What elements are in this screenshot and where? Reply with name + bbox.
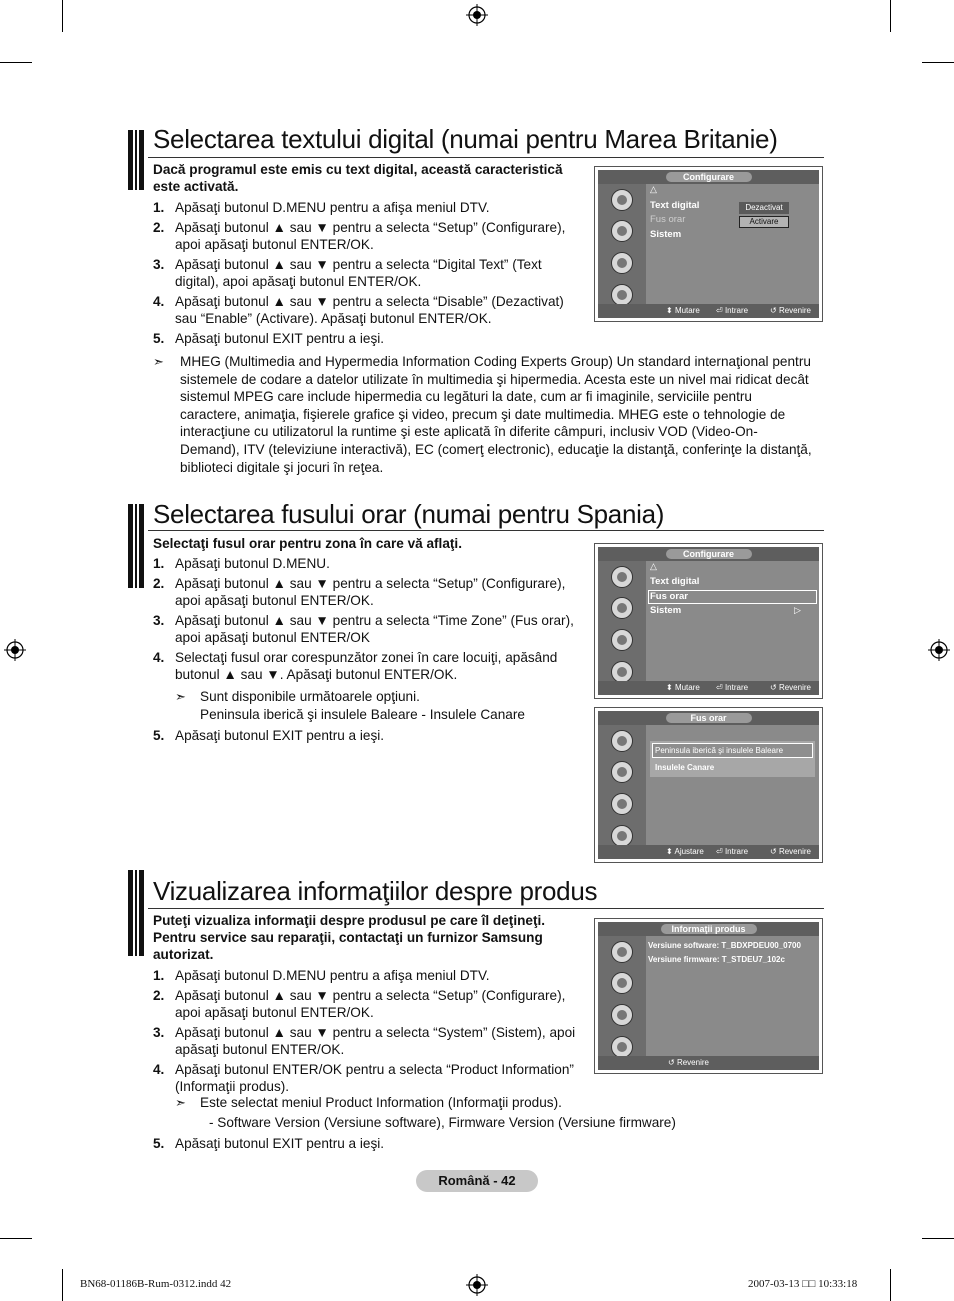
setup-icon [611,1036,633,1058]
menu-item-sistem: Sistem [650,605,682,616]
registration-mark-icon [928,639,950,661]
step-item: 4. Apăsaţi butonul ENTER/OK pentru a selecta “Product Information” (Informaţii produs). [153,1062,574,1094]
menu-title: Informaţii produs [661,924,757,934]
step-item: 2. Apăsaţi butonul ▲ sau ▼ pentru a selecta “Setup” (Configurare), apoi apăsaţi butonul ENTER/OK. [153,576,566,608]
note-arrow-icon: ➣ [153,354,164,369]
option-peninsula-iberica: Peninsula iberică şi insulele Baleare [655,746,784,755]
crop-mark [890,1269,891,1301]
section-rule [148,530,824,531]
section-title: Selectarea textului digital (numai pentru Marea Britanie) [153,124,778,154]
note-text: Sunt disponibile următoarele opţiuni. [200,689,420,704]
picture-icon [611,941,633,963]
menu-sidebar [598,936,646,1056]
channel-icon [611,629,633,651]
section-marker [128,130,144,190]
crop-mark [0,1238,32,1239]
registration-mark-icon [4,639,26,661]
steps-list [153,967,585,1098]
sound-icon [611,761,633,783]
menu-sidebar [598,725,646,845]
crop-mark [0,62,32,63]
step-item: 1. Apăsaţi butonul D.MENU pentru a afişa meniul DTV. [153,968,490,983]
sound-icon [611,597,633,619]
steps-list [153,1135,585,1155]
section-title: Vizualizarea informaţiilor despre produs [153,876,598,906]
step-item: 5. Apăsaţi butonul EXIT pentru a ieşi. [153,331,385,346]
section-rule [148,157,824,158]
channel-icon [611,1004,633,1026]
menu-item-fus-orar: Fus orar [650,591,689,602]
menu-item-text-digital: Text digital [650,576,700,587]
menu-title: Configurare [666,549,752,559]
step-item: 4. Selectaţi fusul orar corespunzător zonei în care locuiţi, apăsând butonul ▲ sau ▼. Apăsaţi butonul ENTER/OK. [153,650,558,682]
step-item: 3. Apăsaţi butonul ▲ sau ▼ pentru a selecta “Digital Text” (Text digital), apoi apăsaţi butonul ENTER/OK. [153,257,542,289]
step-item: 5. Apăsaţi butonul EXIT pentru a ieşi. [153,728,385,743]
step-item: 1. Apăsaţi butonul D.MENU pentru a afişa meniul DTV. [153,200,490,215]
note-block [153,353,813,476]
crop-mark [62,0,63,32]
crop-mark [890,0,891,32]
step-item: 4. Apăsaţi butonul ▲ sau ▼ pentru a selecta “Disable” (Dezactivat) sau “Enable” (Activare). Apăsaţi butonul ENTER/OK. [153,294,564,326]
option-dezactivat: Dezactivat [739,202,789,214]
menu-item-text-digital: Text digital [650,200,700,211]
crop-mark [922,1238,954,1239]
setup-icon [611,825,633,847]
steps-list [153,555,585,686]
registration-mark-icon [466,4,488,26]
section-rule [148,908,824,909]
step-item: 1. Apăsaţi butonul D.MENU. [153,556,330,571]
crop-mark [62,1269,63,1301]
picture-icon [611,566,633,588]
steps-list [153,199,585,350]
up-arrow-icon: △ [650,561,657,571]
print-file-info: BN68-01186B-Rum-0312.indd 42 [80,1278,232,1290]
section-marker [128,504,144,588]
sound-icon [611,220,633,242]
firmware-version: Versiune firmware: T_STDEU7_102c [648,955,785,964]
menu-sidebar [598,561,646,681]
tv-menu-screenshot: Configurare △ Text digital Fus orar Sistem Dezactivat Activare ⬍ Mutare ⏎ Intrare ↺ Revenire [594,166,823,322]
section-intro: Selectaţi fusul orar pentru zona în care vă aflaţi. [153,536,462,551]
setup-icon [611,661,633,683]
note-block [175,688,575,723]
page-number: Română - 42 [416,1170,538,1192]
up-arrow-icon: △ [650,184,657,194]
section-intro: Dacă programul este emis cu text digital, această caracteristică este activată. [153,162,563,194]
menu-item-fus-orar: Fus orar [650,214,686,225]
tv-menu-screenshot: Configurare △ Text digital Fus orar Sistem ▷ ⬍ Mutare ⏎ Intrare ↺ Revenire [594,543,823,699]
menu-sidebar [598,184,646,304]
step-item: 3. Apăsaţi butonul ▲ sau ▼ pentru a selecta “Time Zone” (Fus orar), apoi apăsaţi butonul ENTER/OK [153,613,574,645]
menu-title: Configurare [666,172,752,182]
note-text: Peninsula iberică şi insulele Baleare - Insulele Canare [200,706,525,722]
picture-icon [611,730,633,752]
note-text: MHEG (Multimedia and Hypermedia Information Coding Experts Group) Un standard internaţional pentru sistemele de codare a datelor utilizate în multimedia şi hipermedia. Acesta este un nivel mai ridicat decât sistemul MPEG care include hipermedia cu legături la date, cum ar fi imaginile, serviciile pentru caractere, animaţia, fişierele grafice şi video, precum şi date multimedia. MHEG este o tehnologie de interacţiune cu utilizatorul la runtime şi este aplicată în diferite câmpuri, inclusiv VOD (Video-On-Demand), ITV (televiziune interactivă), EC (comerţ electronic), educaţie la distanţă, conferinţe la distanţă, biblioteci digitale şi jocuri în reţea. [180,354,812,475]
note-text: Este selectat meniul Product Information (Informaţii produs). [200,1095,562,1110]
steps-list [153,727,585,747]
registration-mark-icon [466,1274,488,1296]
tv-menu-screenshot: Fus orar Peninsula iberică şi insulele Baleare Insulele Canare ⬍ Ajustare ⏎ Intrare ↺ Revenire [594,707,823,863]
step-item: 2. Apăsaţi butonul ▲ sau ▼ pentru a selecta “Setup” (Configurare), apoi apăsaţi butonul ENTER/OK. [153,220,566,252]
note-text: - Software Version (Versiune software), Firmware Version (Versiune firmware) [209,1114,676,1130]
channel-icon [611,252,633,274]
channel-icon [611,793,633,815]
step-item: 5. Apăsaţi butonul EXIT pentru a ieşi. [153,1136,385,1151]
option-insulele-canare: Insulele Canare [655,763,715,772]
note-arrow-icon: ➣ [175,1095,186,1110]
section-title: Selectarea fusului orar (numai pentru Spania) [153,499,665,529]
crop-mark [922,62,954,63]
right-arrow-icon: ▷ [794,605,801,615]
sound-icon [611,972,633,994]
setup-icon [611,284,633,306]
note-arrow-icon: ➣ [175,689,186,704]
tv-menu-screenshot: Informaţii produs Versiune software: T_BDXPDEU00_0700 Versiune firmware: T_STDEU7_102c ↺ Revenire [594,918,823,1074]
step-item: 3. Apăsaţi butonul ▲ sau ▼ pentru a selecta “System” (Sistem), apoi apăsaţi butonul ENTER/OK. [153,1025,576,1057]
software-version: Versiune software: T_BDXPDEU00_0700 [648,941,801,950]
section-marker [128,870,144,956]
note-block [175,1094,735,1131]
print-timestamp: 2007-03-13 □□ 10:33:18 [748,1278,858,1290]
section-intro: Puteţi vizualiza informaţii despre produsul pe care îl deţineţi. Pentru service sau reparaţii, contactaţi un furnizor Samsung autorizat. [153,913,546,962]
step-item: 2. Apăsaţi butonul ▲ sau ▼ pentru a selecta “Setup” (Configurare), apoi apăsaţi butonul ENTER/OK. [153,988,566,1020]
picture-icon [611,189,633,211]
menu-title: Fus orar [666,713,752,723]
option-activare: Activare [739,216,789,228]
menu-item-sistem: Sistem [650,229,682,240]
